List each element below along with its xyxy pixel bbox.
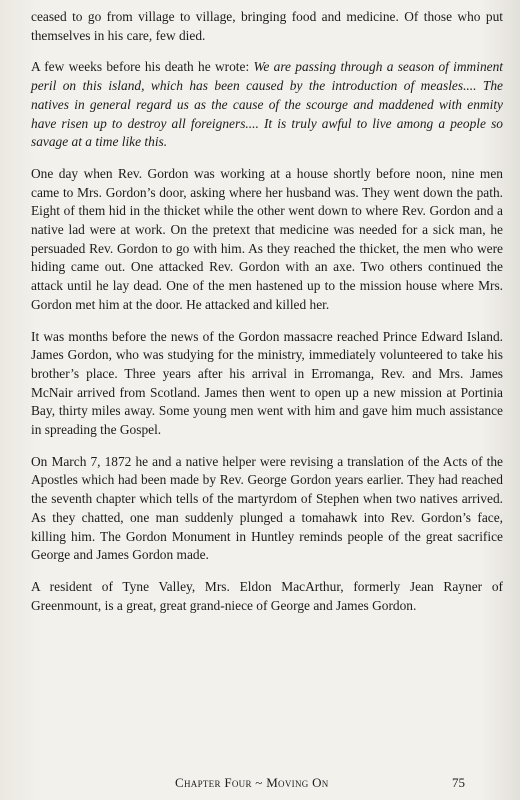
paragraph-1: ceased to go from village to village, bringing food and medicine. Of those who put themselves in his care, few died. [31,9,503,43]
body-text [31,8,503,628]
paragraph-6: A resident of Tyne Valley, Mrs. Eldon MacArthur, formerly Jean Rayner of Greenmount, is a great, great grand-niece of George and James Gordon. [31,578,503,613]
italic-quotation: We are passing through a season of imminent peril on this island, which has been caused by the introduction of measles.... The natives in general regard us as the cause of the scourge and maddened with enmity have risen up to destroy all foreigners.... It is truly awful to live among a people so savage at a time like this. [31,59,503,150]
paragraph-2-lead: A few weeks before his death he wrote: [31,59,254,75]
page-number: 75 [452,775,465,790]
page-footer [0,775,520,795]
paragraph-5: On March 7, 1872 he and a native helper were revising a translation of the Acts of the Apostles which had been made by Rev. George Gordon years earlier. They had reached the seventh chapter which tells of the martyrdom of Stephen when two natives arrived. As they chatted, one man suddenly plunged a tomahawk into Rev. Gordon’s face, killing him. The Gordon Monument in Huntley reminds people of the great sacrifice George and James Gordon made. [31,453,503,563]
paragraph-2 [31,58,503,152]
paragraph-4: It was months before the news of the Gordon massacre reached Prince Edward Island. James Gordon, who was studying for the ministry, immediately volunteered to take his brother’s place. Three years after his arrival in Erromanga, Rev. and Mrs. James McNair arrived from Scotland. James then went to open up a new mission at Portinia Bay, thirty miles away. Some young men went with him and gave him much assistance in spreading the Gospel. [31,328,503,438]
running-footer-chapter: Chapter Four ~ Moving On [175,775,329,790]
paragraph-3: One day when Rev. Gordon was working at a house shortly before noon, nine men came to Mrs. Gordon’s door, asking where her husband was. They went down the path. Eight of them hid in the thicket while the other went down to where Rev. Gordon and a native lad were at work. On the pretext that medicine was needed for a sick man, he persuaded Rev. Gordon to go with him. As they reached the thicket, the men who were hiding came out. One attacked Rev. Gordon with an axe. Two others continued the attack until he lay dead. One of the men hastened up to the mission house where Mrs. Gordon met him at the door. He attacked and killed her. [31,165,503,312]
